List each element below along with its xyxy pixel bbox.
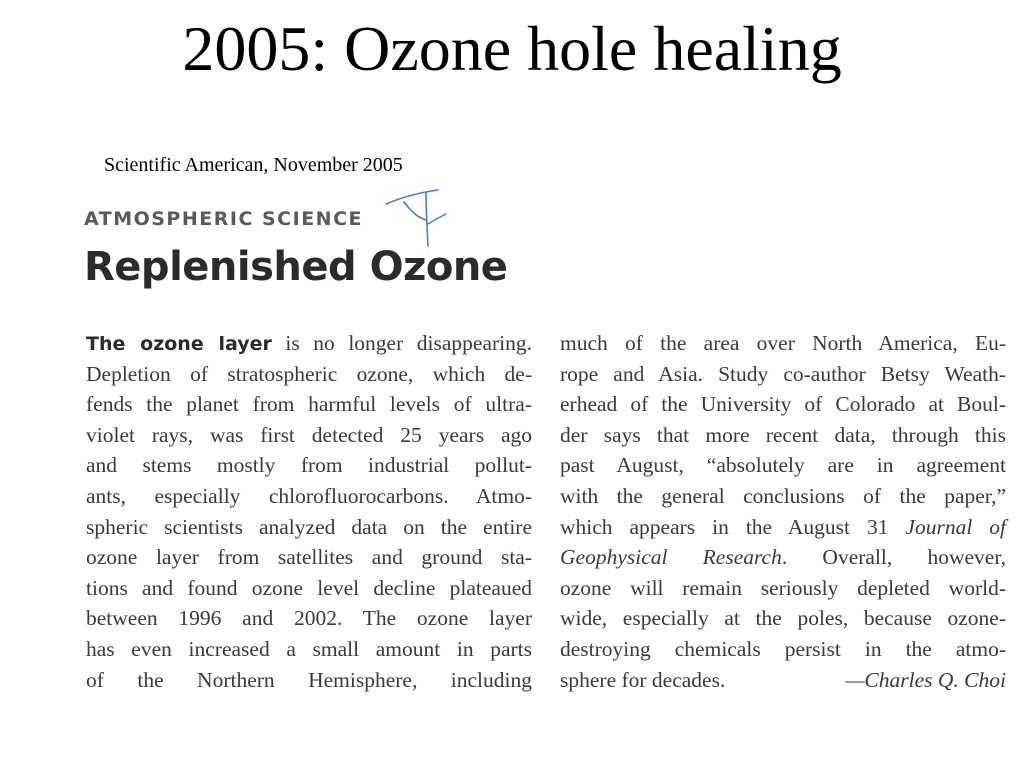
text-line [560,542,1006,573]
slide-title: 2005: Ozone hole healing [182,13,842,84]
text-line [560,512,1006,543]
text-line: violet rays, was first detected 25 years ago [86,422,532,447]
article-column-right [560,328,1006,695]
text-line [560,665,1006,696]
journal-name: Geophysical Research [560,545,782,570]
journal-name: Journal of [905,514,1006,539]
text-line: der says that more recent data, through this [560,422,1006,447]
text-line: wide, especially at the poles, because ozone- [560,606,1006,631]
text-line: erhead of the University of Colorado at Boul- [560,392,1006,417]
article-headline: Replenished Ozone [84,244,508,290]
section-kicker: ATMOSPHERIC SCIENCE [84,208,363,230]
text-line-part: . Overall, however, [781,545,1006,570]
text-line: of the Northern Hemisphere, including [86,667,532,692]
text-line: ozone layer from satellites and ground sta- [86,545,532,570]
text-line-part: which appears in the August 31 [560,514,906,539]
lead-in: The ozone layer [86,333,272,355]
text-line: and stems mostly from industrial pollut- [86,453,532,478]
text-line [86,328,532,359]
source-caption: Scientific American, November 2005 [104,154,403,176]
text-line-part: sphere for decades. [560,667,726,692]
text-line: with the general conclusions of the paper,” [560,483,1006,508]
text-line: tions and found ozone level decline plateaued [86,575,532,600]
text-line: destroying chemicals persist in the atmo- [560,636,1006,661]
text-line: Depletion of stratospheric ozone, which de- [86,361,532,386]
text-line: past August, “absolutely are in agreement [560,453,1006,478]
magazine-clipping [84,200,1014,700]
text-line-part: is no longer disappearing. [271,331,532,355]
text-line: ants, especially chlorofluorocarbons. Atmo- [86,483,532,508]
article-column-left [86,328,532,695]
text-line: ozone will remain seriously depleted world- [560,575,1006,600]
text-line: rope and Asia. Study co-author Betsy Weath- [560,361,1006,386]
text-line: much of the area over North America, Eu- [560,331,1006,355]
text-line: has even increased a small amount in parts [86,636,532,661]
text-line: fends the planet from harmful levels of ultra- [86,392,532,417]
text-line: spheric scientists analyzed data on the entire [86,514,532,539]
author-signoff: —Charles Q. Choi [845,667,1006,692]
text-line: between 1996 and 2002. The ozone layer [86,606,532,631]
